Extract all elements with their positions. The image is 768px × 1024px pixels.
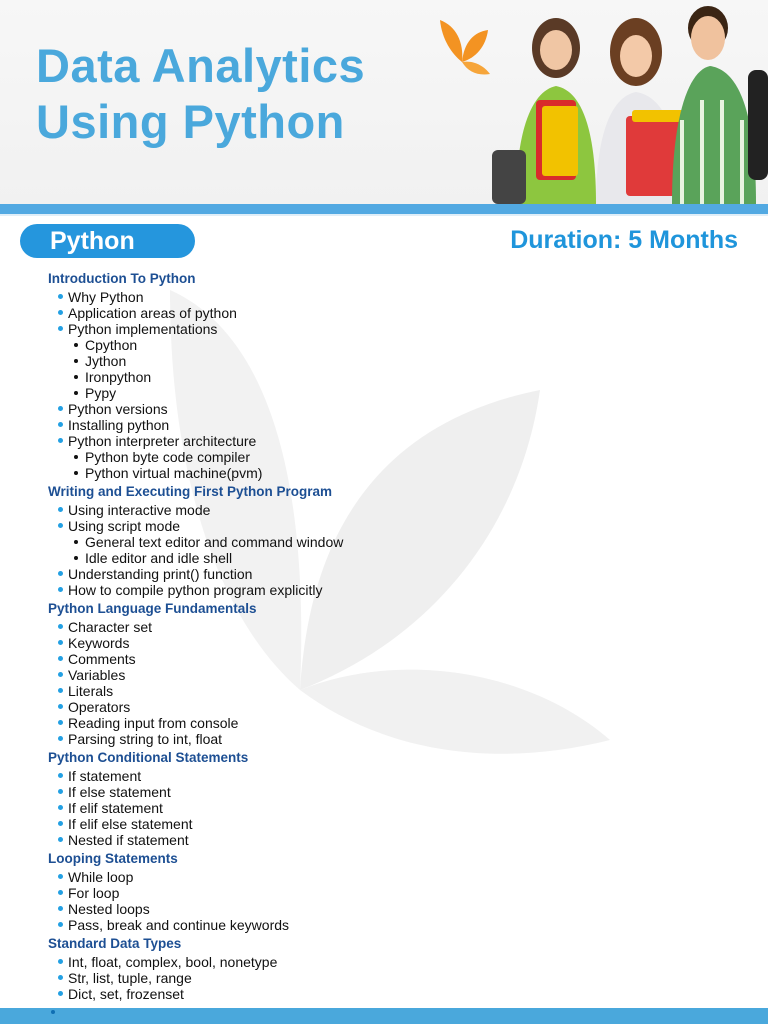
topic-item: Using script mode xyxy=(48,518,748,534)
topic-item: Nested loops xyxy=(48,901,748,917)
sub-topic-item: Jython xyxy=(48,353,748,369)
section-topic-list xyxy=(48,869,748,933)
syllabus-section xyxy=(48,600,748,747)
section-title: Python Conditional Statements xyxy=(48,750,249,765)
title-line-1: Data Analytics xyxy=(36,39,366,92)
topic-item: Python versions xyxy=(48,401,748,417)
topic-item: Python implementations xyxy=(48,321,748,337)
topic-item: If else statement xyxy=(48,784,748,800)
header-banner xyxy=(0,0,768,204)
topic-item: Reading input from console xyxy=(48,715,748,731)
sub-topic-item: Idle editor and idle shell xyxy=(48,550,748,566)
section-topic-list xyxy=(48,619,748,747)
topic-item: If statement xyxy=(48,768,748,784)
section-title: Introduction To Python xyxy=(48,271,196,286)
topic-item: Application areas of python xyxy=(48,305,748,321)
topic-item: Python interpreter architecture xyxy=(48,433,748,449)
syllabus-section xyxy=(48,749,748,848)
topic-item: Dict, set, frozenset xyxy=(48,986,748,1002)
topic-item: Pass, break and continue keywords xyxy=(48,917,748,933)
topic-item: Why Python xyxy=(48,289,748,305)
sub-topic-item: Cpython xyxy=(48,337,748,353)
syllabus-section xyxy=(48,483,748,598)
sub-topic-item: Ironpython xyxy=(48,369,748,385)
topic-item: Str, list, tuple, range xyxy=(48,970,748,986)
topic-item: For loop xyxy=(48,885,748,901)
topic-item: Comments xyxy=(48,651,748,667)
topic-item: Using interactive mode xyxy=(48,502,748,518)
course-pill: Python xyxy=(20,224,195,258)
sub-topic-item: General text editor and command window xyxy=(48,534,748,550)
topic-item: Installing python xyxy=(48,417,748,433)
topic-item: If elif else statement xyxy=(48,816,748,832)
header-divider-band xyxy=(0,204,768,214)
topic-item: Character set xyxy=(48,619,748,635)
section-topic-list xyxy=(48,954,748,1002)
topic-item: Literals xyxy=(48,683,748,699)
topic-item: How to compile python program explicitly xyxy=(48,582,748,598)
footer-band xyxy=(0,1008,768,1024)
syllabus-section xyxy=(48,850,748,933)
syllabus-section xyxy=(48,270,748,481)
topic-item: Int, float, complex, bool, nonetype xyxy=(48,954,748,970)
topic-item: Variables xyxy=(48,667,748,683)
section-title: Python Language Fundamentals xyxy=(48,601,257,616)
topic-item: If elif statement xyxy=(48,800,748,816)
syllabus-content xyxy=(48,268,748,1004)
butterfly-logo-icon xyxy=(434,14,492,78)
page-title xyxy=(36,38,365,150)
topic-item: While loop xyxy=(48,869,748,885)
topic-item: Operators xyxy=(48,699,748,715)
course-duration: Duration: 5 Months xyxy=(510,226,738,254)
topic-item: Parsing string to int, float xyxy=(48,731,748,747)
sub-topic-item: Pypy xyxy=(48,385,748,401)
sub-topic-item: Python virtual machine(pvm) xyxy=(48,465,748,481)
section-title: Writing and Executing First Python Program xyxy=(48,484,333,499)
syllabus-section xyxy=(48,935,748,1002)
title-line-2: Using Python xyxy=(36,95,345,148)
section-topic-list xyxy=(48,289,748,481)
topic-item: Keywords xyxy=(48,635,748,651)
topic-item: Understanding print() function xyxy=(48,566,748,582)
section-title: Looping Statements xyxy=(48,851,178,866)
section-topic-list xyxy=(48,768,748,848)
topic-item: Nested if statement xyxy=(48,832,748,848)
section-title: Standard Data Types xyxy=(48,936,182,951)
footer-dot xyxy=(51,1010,55,1014)
section-topic-list xyxy=(48,502,748,598)
students-photo xyxy=(486,0,768,204)
sub-topic-item: Python byte code compiler xyxy=(48,449,748,465)
